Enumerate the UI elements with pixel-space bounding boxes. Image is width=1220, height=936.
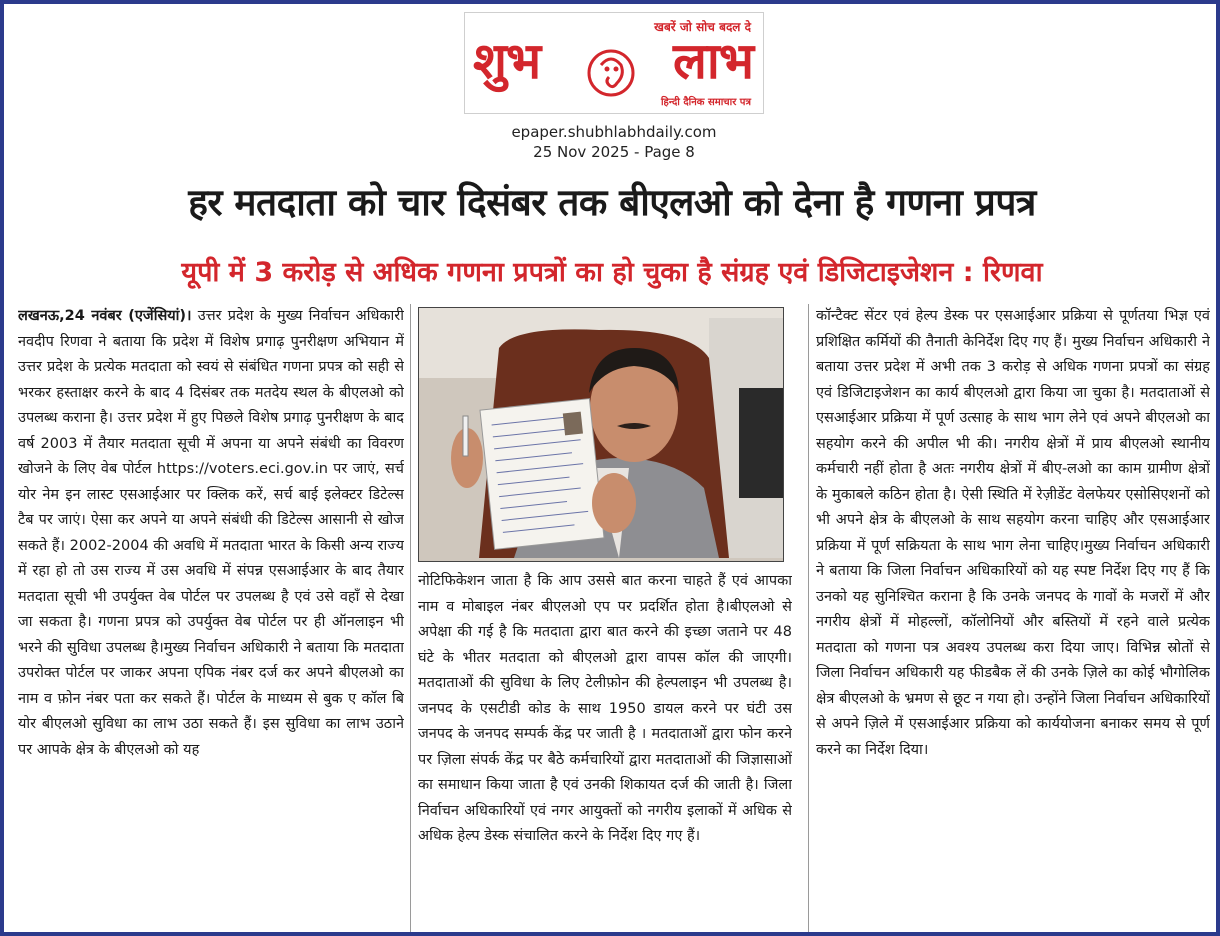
article-headline: हर मतदाता को चार दिसंबर तक बीएलओ को देना है गणना प्रपत्र	[188, 181, 1036, 224]
ganesha-emblem-icon	[583, 45, 639, 101]
source-date-page: 25 Nov 2025 - Page 8	[533, 143, 695, 161]
logo-word-shubh: शुभ	[473, 32, 541, 90]
article-photo	[418, 307, 784, 562]
article-column-3	[816, 304, 1210, 936]
article-subheadline: यूपी में 3 करोड़ से अधिक गणना प्रपत्रों का हो चुका है संग्रह एवं डिजिटाइजेशन : रिणवा	[181, 257, 1043, 288]
article-dateline: लखनऊ,24 नवंबर (एजेंसियां)।	[18, 308, 192, 324]
column-3-text: कॉन्टैक्ट सेंटर एवं हेल्प डेस्क पर एसआईआर प्रक्रिया से पूर्णतया भिज्ञ एवं प्रशिक्षित कर्मियों की तैनाती केनिर्देश दिए गए हैं। मुख्य निर्वाचन अधिकारी ने बताया उत्तर प्रदेश में अभी तक 3 करोड़ से अधिक गणना प्रपत्रों का संग्रह एवं डिजिटाइजेशन का कार्य बीएलओ द्वारा किया जा चुका है। मतदाताओं से एसआईआर प्रक्रिया में पूर्ण उत्साह के साथ भाग लेने एवं अपने बीएलओ का सहयोग करने की अपील भी की। नगरीय क्षेत्रों में प्राय बीएलओ स्थानीय कर्मचारी नहीं होता है अतः नगरीय क्षेत्रों में बीए-लओ का काम ग्रामीण क्षेत्रों के मुकाबले कठिन होता है। ऐसी स्थिति में रेज़ीडेंट वेलफेयर एसोसिएशनों को भी अपने क्षेत्र के बीएलओ के साथ सहयोग करना चाहिए और एसआईआर प्रक्रिया में पूर्ण सक्रियता के साथ भाग लेना चाहिए।मुख्य निर्वाचन अधिकारी ने बताया कि जिला निर्वाचन अधिकारियों को यह स्पष्ट निर्देश दिए गए हैं कि उनको यह सुनिश्चित कराना है कि उनके जनपद के गावों के मजरों में और नगरीय क्षेत्रों में मोहल्लों, कॉलोनियों और बस्तियों में रहने वाले प्रत्येक मतदाता को गणना पत्र अवश्य उपलब्ध करा दिया जाए। विभिन्न स्रोतों से जिला निर्वाचन अधिकारी यह फीडबैक लें की उनके ज़िले का कोई भौगोलिक क्षेत्र बीएलओ के भ्रमण से छूट न गया हो। उन्होंने जिला निर्वाचन अधिकारियों से अपने ज़िले में एसआईआर प्रक्रिया को कार्ययोजना बनाकर समय से पूर्ण करने का निर्देश दिया।	[816, 308, 1210, 758]
article-column-1	[18, 304, 404, 936]
column-2-text: नोटिफिकेशन जाता है कि आप उससे बात करना चाहते हैं एवं आपका नाम व मोबाइल नंबर बीएलओ एप पर प्रदर्शित होता है।बीएलओ से अपेक्षा की गई है कि मतदाता द्वारा बात करने की इच्छा जताने पर 48 घंटे के भीतर मतदाता को बीएलओ द्वारा वापस कॉल की जाएगी। मतदाताओं की सुविधा के लिए टेलीफ़ोन की हेल्पलाइन भी उपलब्ध है।जनपद के एसटीडी कोड के साथ 1950 डायल करने पर घंटी उस जनपद के जनपद सम्पर्क केंद्र पर जाती है । मतदाताओं द्वारा फोन करने पर ज़िला संपर्क केंद्र पर बैठे कर्मचारियों द्वारा मतदाताओं की जिज्ञासाओं का समाधान किया जाता है एवं उनकी शिकायत दर्ज की जाती है। जिला निर्वाचन अधिकारियों एवं नगर आयुक्तों को नगरीय इलाकों में अधिक से अधिक हेल्प डेस्क संचालित करने के निर्देश दिए गए हैं।	[418, 573, 792, 844]
masthead-logo[interactable]	[464, 12, 764, 114]
photo-illustration	[419, 308, 784, 562]
source-url[interactable]: epaper.shubhlabhdaily.com	[511, 123, 717, 141]
masthead-tagline: खबरें जो सोच बदल दे	[654, 20, 751, 34]
logo-word-labh: लाभ	[673, 32, 753, 90]
source-info	[464, 122, 764, 162]
column-divider	[808, 304, 809, 934]
masthead-subtagline: हिन्दी दैनिक समाचार पत्र	[660, 97, 751, 108]
column-divider	[410, 304, 411, 934]
article-column-2	[418, 569, 792, 935]
column-1-text: उत्तर प्रदेश के मुख्य निर्वाचन अधिकारी नवदीप रिणवा ने बताया कि प्रदेश में विशेष प्रगाढ़ पुनरीक्षण अभियान में उत्तर प्रदेश के प्रत्येक मतदाता को स्वयं से संबंधित गणना प्रपत्र को सही से भरकर हस्ताक्षर करने के बाद 4 दिसंबर तक मतदेय स्थल के बीएलओ को उपलब्ध कराना है। उत्तर प्रदेश में हुए पिछले विशेष प्रगाढ़ पुनरीक्षण के बाद वर्ष 2003 में तैयार मतदाता सूची में अपना या अपने संबंधी का विवरण खोजने के लिए वेब पोर्टल https://voters.eci.gov.in पर जाएं, सर्च योर नेम इन लास्ट एसआईआर पर क्लिक करें, सर्च बाई इलेक्टर डिटेल्स टैब पर जाएं। ऐसा कर अपने या अपने संबंधी की डिटेल्स आसानी से खोज सकते हैं। 2002-2004 की अवधि में मतदाता भारत के किसी अन्य राज्य में रहा हो तो उस राज्य में उस अवधि में संपन्न एसआईआर के बाद तैयार मतदाता सूची भी उपर्युक्त वेब पोर्टल पर उपलब्ध है एवं उसे वहाँ से देखा जा सकता है। गणना प्रपत्र को उपर्युक्त वेब पोर्टल पर ही ऑनलाइन भी भरने की सुविधा उपलब्ध है।मुख्य निर्वाचन अधिकारी ने बताया कि मतदाता उपरोक्त पोर्टल पर जाकर अपना एपिक नंबर दर्ज कर अपने बीएलओ का नाम व फ़ोन नंबर पता कर सकते हैं। पोर्टल के माध्यम से बुक ए कॉल बि योर बीएलओ सुविधा का लाभ उठा सकते हैं। इस सुविधा का लाभ उठाने पर आपके क्षेत्र के बीएलओ को यह	[18, 308, 404, 758]
